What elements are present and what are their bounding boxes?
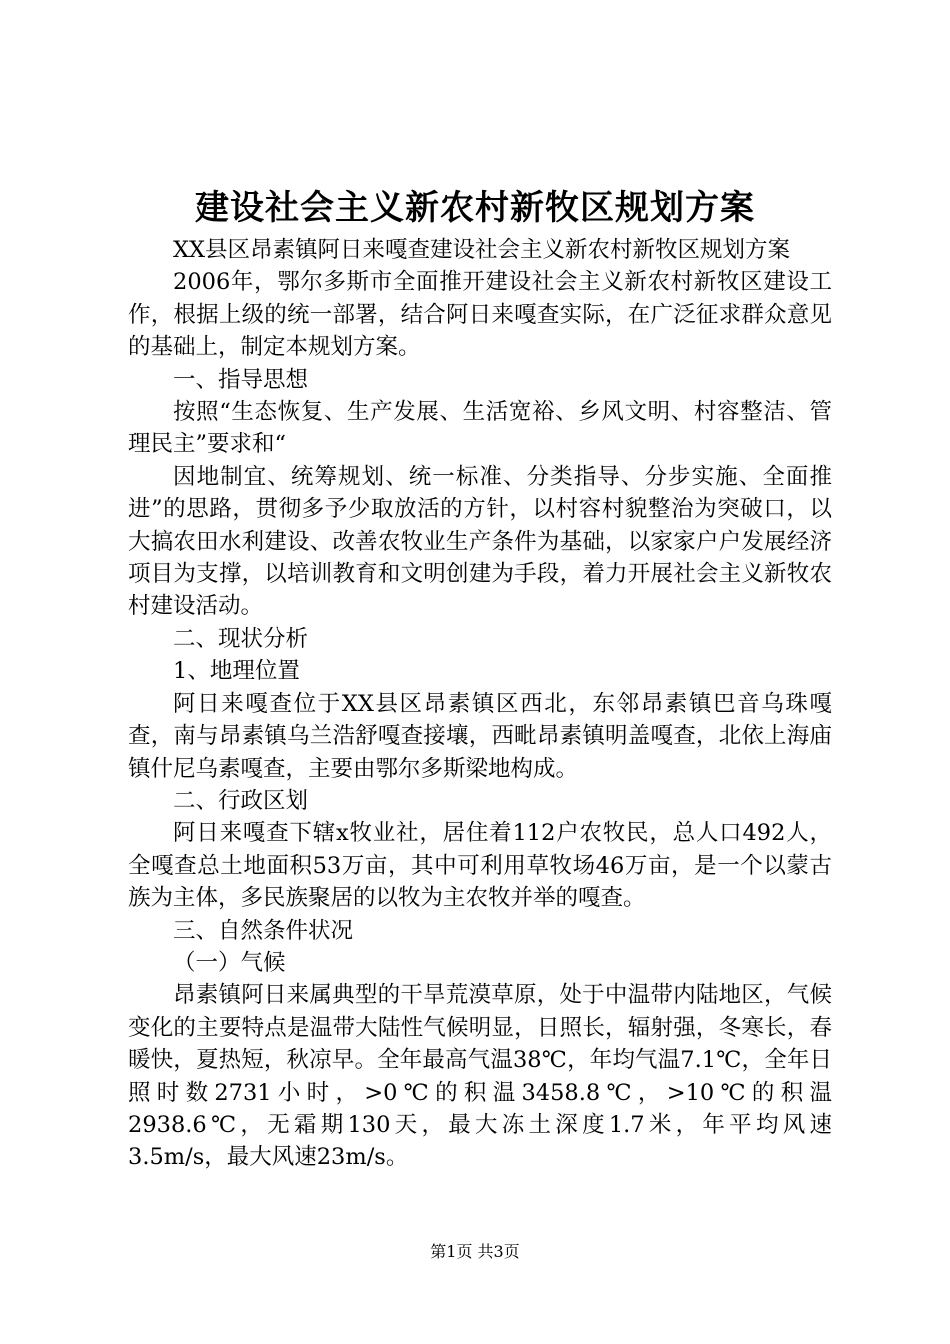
section-heading-guiding-ideology: 一、指导思想 — [173, 366, 309, 393]
page-footer: 第1页 共3页 — [430, 1242, 520, 1261]
document-body — [128, 234, 832, 1174]
paragraph-requirements: 按照“生态恢复、生产发展、生活宽裕、乡风文明、村容整洁、管理民主”要求和“ — [128, 399, 832, 458]
paragraph-location: 阿日来嘎查位于XX县区昂素镇区西北，东邻昂素镇巴音乌珠嘎查，南与昂素镇乌兰浩舒嘎查接壤，西毗昂素镇明盖嘎查，北依上海庙镇什尼乌素嘎查，主要由鄂尔多斯梁地构成。 — [128, 690, 832, 782]
section-heading-natural-conditions: 三、自然条件状况 — [173, 917, 354, 944]
paragraph-subtitle: XX县区昂素镇阿日来嘎查建设社会主义新农村新牧区规划方案 — [173, 237, 791, 263]
paragraph-intro: 2006年，鄂尔多斯市全面推开建设社会主义新农村新牧区建设工作，根据上级的统一部署，结合阿日来嘎查实际，在广泛征求群众意见的基础上，制定本规划方案。 — [128, 269, 832, 361]
paragraph-approach: 因地制宜、统筹规划、统一标准、分类指导、分步实施、全面推进”的思路，贯彻多予少取放活的方针，以村容村貌整治为突破口，以大搞农田水利建设、改善农牧业生产条件为基础，以家家户户发展经济项目为支撑，以培训教育和文明创建为手段，着力开展社会主义新牧农村建设活动。 — [128, 463, 832, 620]
subsection-heading-location: 1、地理位置 — [173, 658, 300, 685]
document-title: 建设社会主义新农村新牧区规划方案 — [195, 188, 755, 228]
subsection-heading-climate: （一）气候 — [173, 949, 286, 976]
paragraph-administrative: 阿日来嘎查下辖x牧业社，居住着112户农牧民，总人口492人，全嘎查总土地面积53万亩，其中可利用草牧场46万亩，是一个以蒙古族为主体，多民族聚居的以牧为主农牧并举的嘎查。 — [128, 820, 832, 912]
paragraph-climate: 昂素镇阿日来属典型的干旱荒漠草原，处于中温带内陆地区，气候变化的主要特点是温带大陆性气候明显，日照长，辐射强，冬寒长，春暖快，夏热短，秋凉早。全年最高气温38℃，年均气温7.1℃，全年日照时数2731小时，>0℃的积温3458.8℃，>10℃的积温2938.6℃，无霜期130天，最大冻土深度1.7米，年平均风速3.5m/s，最大风速23m/s。 — [128, 982, 832, 1171]
section-heading-administrative: 二、行政区划 — [173, 787, 309, 814]
section-heading-status-analysis: 二、现状分析 — [173, 625, 309, 652]
